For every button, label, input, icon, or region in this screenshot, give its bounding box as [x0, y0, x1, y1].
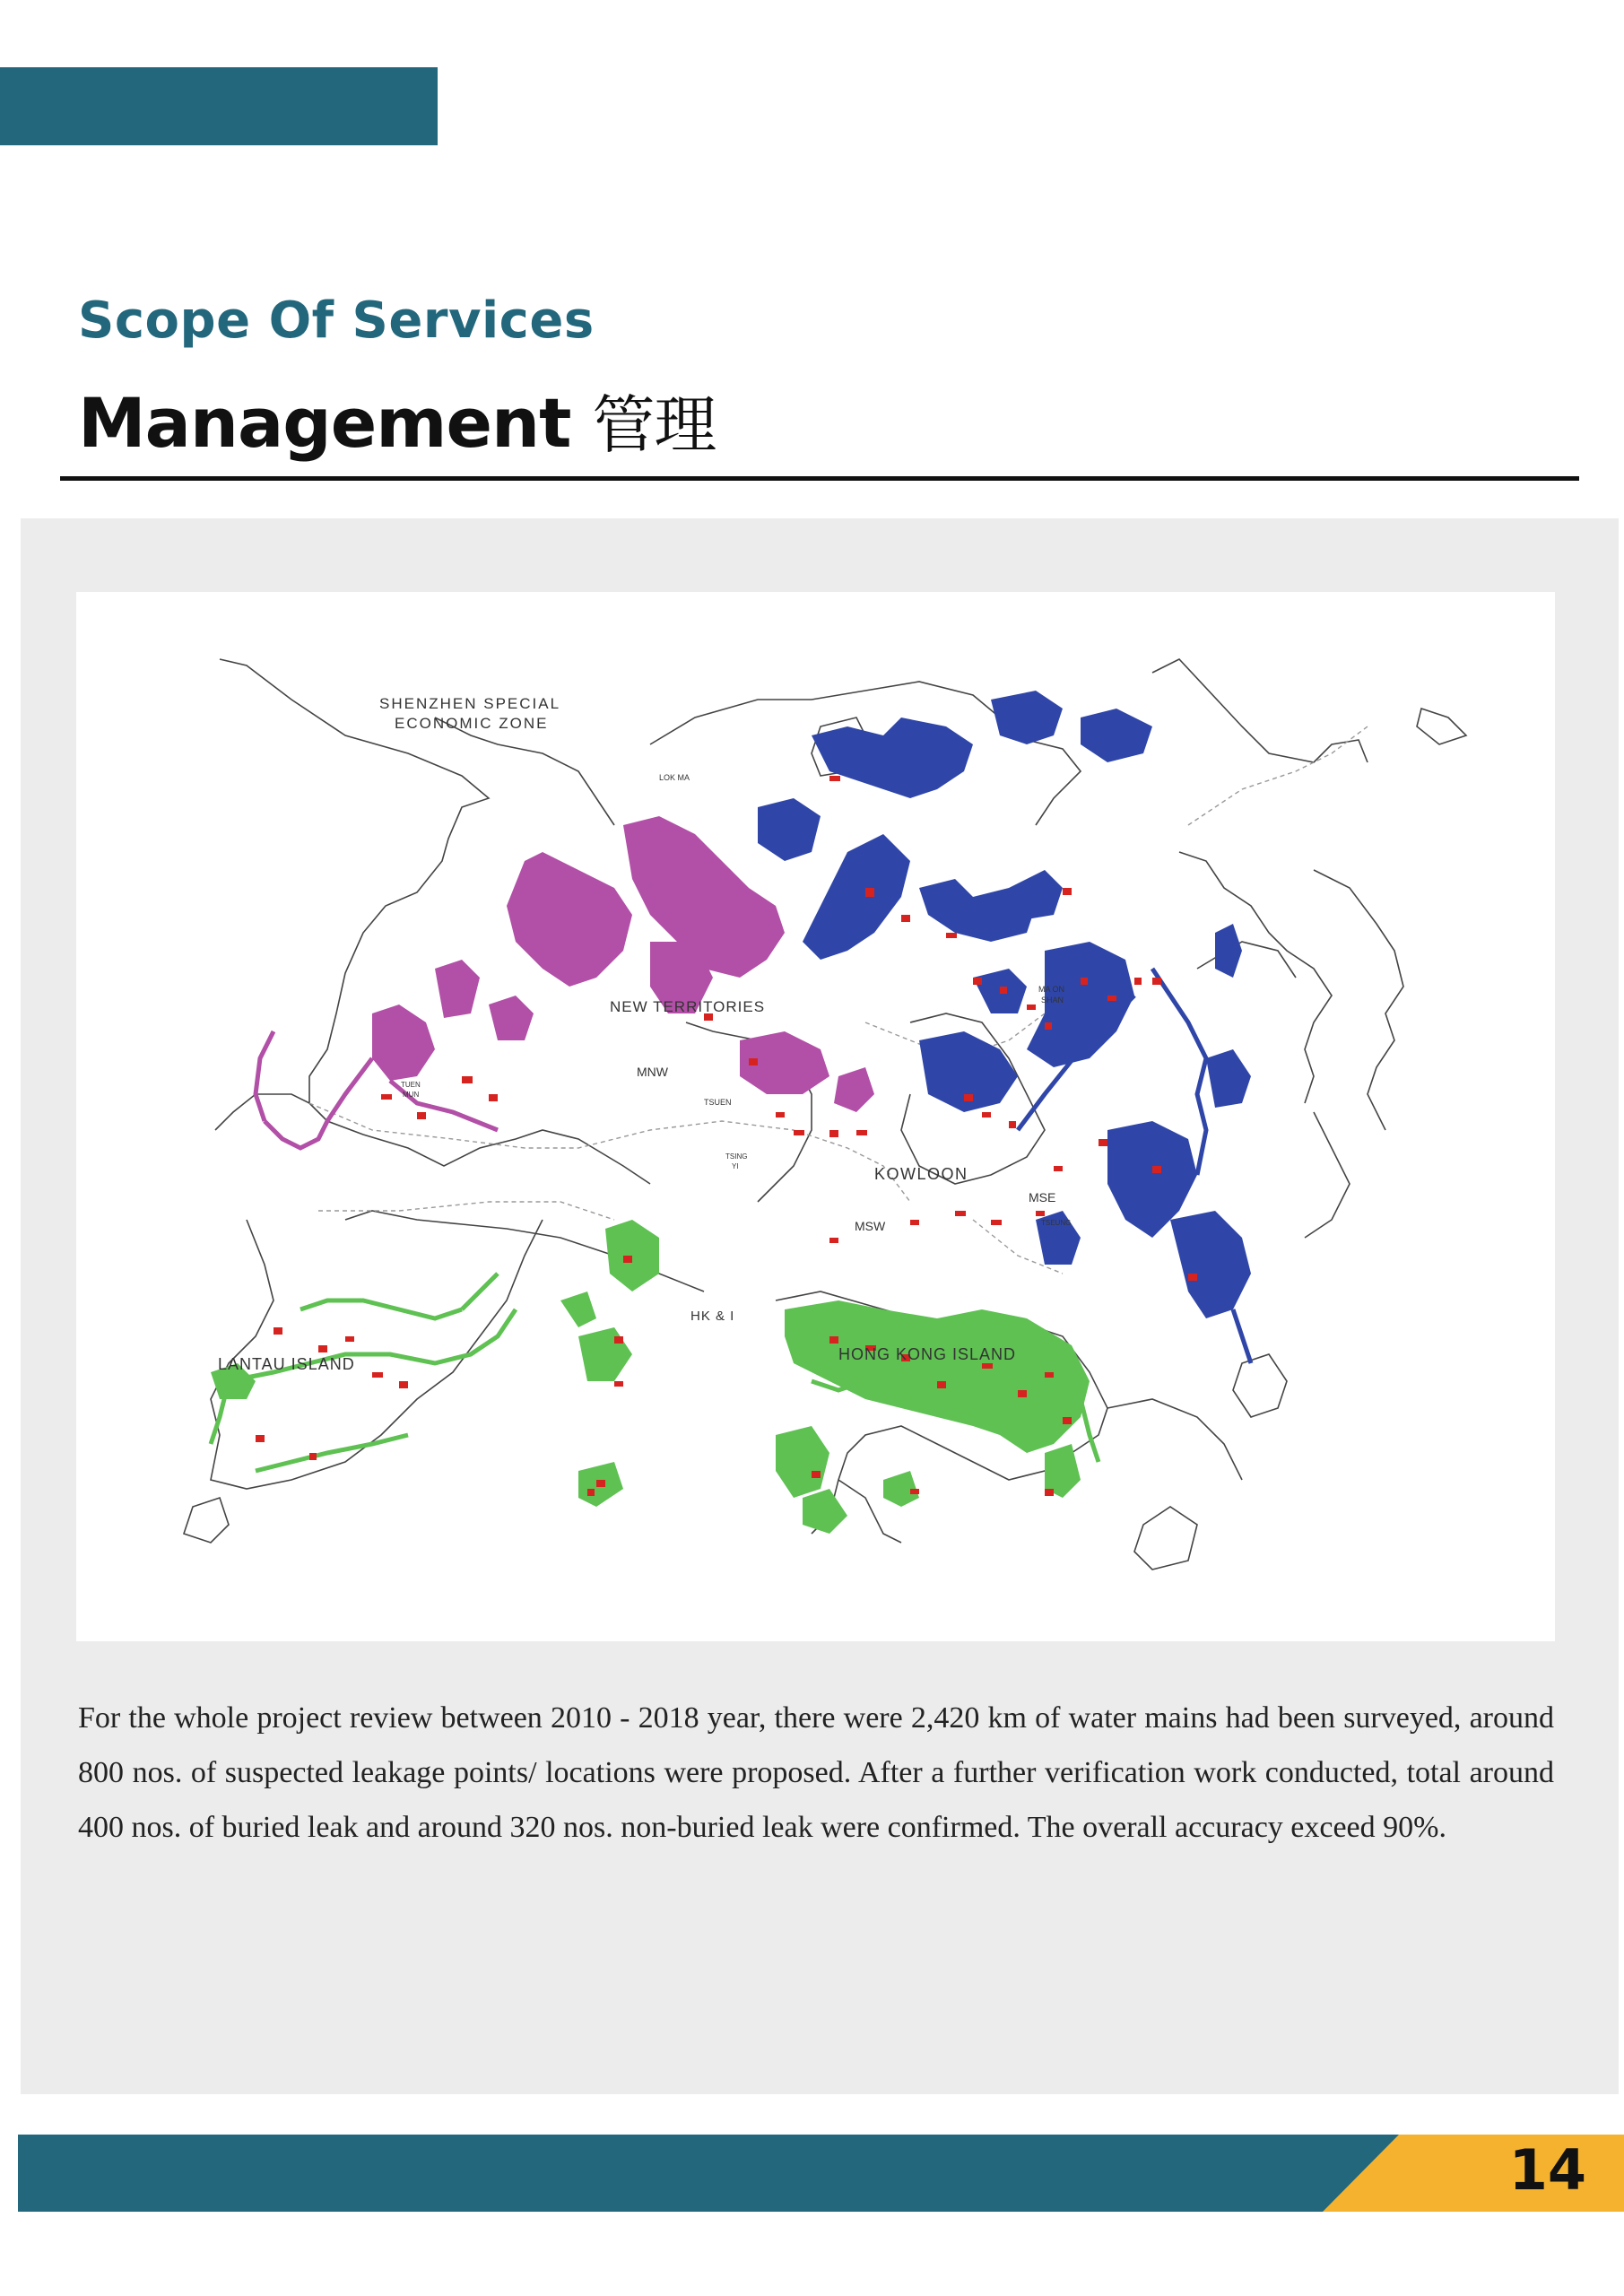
map-label-tsing-2: YI	[732, 1162, 739, 1170]
page-title	[78, 375, 716, 465]
page-title-zh: 管理	[592, 388, 716, 462]
map-label-tseung: TSEUNG	[1041, 1219, 1072, 1227]
map-label-tuen-2: MUN	[403, 1091, 420, 1099]
section-label: Scope Of Services	[78, 291, 595, 350]
map-label-msw: MSW	[855, 1219, 886, 1233]
map-label-shenzhen-2: ECONOMIC ZONE	[395, 715, 549, 732]
map-label-kowloon: KOWLOON	[874, 1165, 968, 1183]
map-label-hk-i: HK & I	[690, 1309, 735, 1324]
map-label-mnw: MNW	[637, 1065, 668, 1079]
map-label-tuen-1: TUEN	[401, 1081, 421, 1089]
map-label-hong-kong-island: HONG KONG ISLAND	[838, 1345, 1017, 1363]
map-label-shenzhen-1: SHENZHEN SPECIAL	[379, 695, 561, 712]
map-label-new-territories: NEW TERRITORIES	[610, 998, 766, 1015]
map-label-tsing-1: TSING	[725, 1152, 748, 1161]
map-label-ma-on-1: MA ON	[1038, 985, 1065, 994]
network-map	[76, 592, 1555, 1641]
map-label-tsuen: TSUEN	[704, 1098, 732, 1107]
map-label-mse: MSE	[1029, 1190, 1056, 1205]
map-label-ma-on-2: SHAN	[1041, 996, 1064, 1004]
header-accent-bar	[0, 67, 438, 145]
page-number: 14	[1508, 2137, 1586, 2203]
page-title-en: Management	[78, 383, 571, 463]
hong-kong-map	[76, 592, 1555, 1641]
coastline	[184, 659, 1466, 1570]
title-divider	[60, 476, 1579, 481]
mnw-supply-zone	[372, 816, 874, 1112]
hki-supply-zone	[211, 1220, 1090, 1534]
map-label-lok-ma: LOK MA	[659, 773, 690, 782]
body-paragraph: For the whole project review between 2010 - 2018 year, there were 2,420 km of water mains had been surveyed, around 800 nos. of suspected leakage points/ locations were proposed. After a further verification work conducted, total around 400 nos. of buried leak and around 320 nos. non-buried leak were confirmed. The overall accuracy exceed 90%.	[78, 1701, 1554, 1844]
map-label-lantau: LANTAU ISLAND	[218, 1355, 355, 1373]
